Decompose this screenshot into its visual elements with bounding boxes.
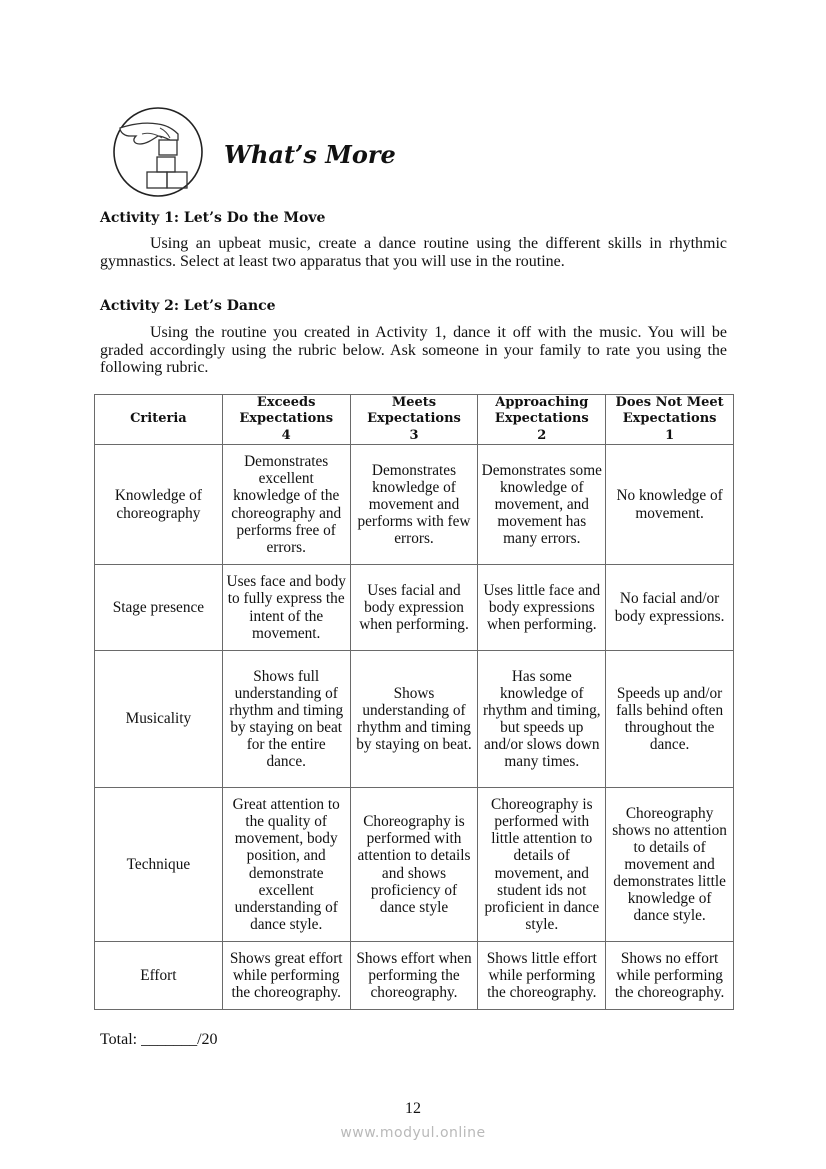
rubric-cell: Great attention to the quality of movement, body position, and demonstrate excellent understanding of dance style. bbox=[222, 788, 350, 942]
rubric-cell: Choreography is performed with little attention to details of movement, and student ids not proficient in dance style. bbox=[478, 788, 606, 942]
rubric-cell: Uses facial and body expression when performing. bbox=[350, 565, 478, 651]
rubric-cell: Choreography is performed with attention to details and shows proficiency of dance style bbox=[350, 788, 478, 942]
rubric-table bbox=[94, 394, 734, 1010]
rubric-row-stage-presence bbox=[95, 565, 734, 651]
criteria-cell: Knowledge of choreography bbox=[95, 445, 223, 565]
criteria-cell: Effort bbox=[95, 942, 223, 1010]
rubric-cell: Choreography shows no attention to details of movement and demonstrates little knowledge of dance style. bbox=[606, 788, 734, 942]
rubric-cell: Demonstrates some knowledge of movement, and movement has many errors. bbox=[478, 445, 606, 565]
activity-2-title: Activity 2: Let’s Dance bbox=[100, 298, 276, 314]
rubric-cell: Has some knowledge of rhythm and timing, but speeds up and/or slows down many times. bbox=[478, 651, 606, 788]
header-criteria bbox=[95, 395, 223, 445]
rubric-cell: Speeds up and/or falls behind often throughout the dance. bbox=[606, 651, 734, 788]
header-score: 3 bbox=[409, 427, 419, 443]
rubric-cell: No facial and/or body expressions. bbox=[606, 565, 734, 651]
rubric-cell: Shows great effort while performing the choreography. bbox=[222, 942, 350, 1010]
header-score: 4 bbox=[281, 427, 291, 443]
header-approaching bbox=[478, 395, 606, 445]
rubric-cell: Shows full understanding of rhythm and timing by staying on beat for the entire dance. bbox=[222, 651, 350, 788]
hand-stacking-blocks-icon bbox=[112, 106, 204, 198]
total-label: Total: bbox=[100, 1031, 138, 1048]
rubric-row-knowledge bbox=[95, 445, 734, 565]
total-score-blank[interactable]: _______ bbox=[141, 1031, 198, 1048]
rubric-row-musicality bbox=[95, 651, 734, 788]
total-score-line bbox=[100, 1031, 218, 1049]
rubric-cell: Shows understanding of rhythm and timing by staying on beat. bbox=[350, 651, 478, 788]
rubric-cell: Shows little effort while performing the choreography. bbox=[478, 942, 606, 1010]
rubric-cell: Demonstrates knowledge of movement and performs with few errors. bbox=[350, 445, 478, 565]
header-label: Criteria bbox=[130, 411, 187, 427]
rubric-cell: No knowledge of movement. bbox=[606, 445, 734, 565]
total-max-score: /20 bbox=[197, 1031, 218, 1048]
activity-1-instructions: Using an upbeat music, create a dance routine using the different skills in rhythmic gymnastics. Select at least two apparatus that you will use in the routine. bbox=[100, 235, 727, 270]
rubric-cell: Demonstrates excellent knowledge of the choreography and performs free of errors. bbox=[222, 445, 350, 565]
header-does-not-meet bbox=[606, 395, 734, 445]
rubric-row-effort bbox=[95, 942, 734, 1010]
header-label: Does Not Meet Expectations bbox=[615, 395, 724, 427]
rubric-cell: Shows no effort while performing the choreography. bbox=[606, 942, 734, 1010]
rubric-cell: Uses little face and body expressions when performing. bbox=[478, 565, 606, 651]
section-title: What’s More bbox=[224, 139, 396, 169]
criteria-cell: Stage presence bbox=[95, 565, 223, 651]
header-label: Meets Expectations bbox=[367, 395, 461, 427]
page-number: 12 bbox=[405, 1100, 421, 1117]
header-exceeds bbox=[222, 395, 350, 445]
header-score: 1 bbox=[665, 427, 675, 443]
criteria-cell: Musicality bbox=[95, 651, 223, 788]
section-header bbox=[112, 106, 396, 198]
activity-2-instructions: Using the routine you created in Activity 1, dance it off with the music. You will be graded accordingly using the rubric below. Ask someone in your family to rate you using the following rubric. bbox=[100, 324, 727, 376]
header-score: 2 bbox=[537, 427, 547, 443]
rubric-header-row bbox=[95, 395, 734, 445]
rubric-cell: Uses face and body to fully express the intent of the movement. bbox=[222, 565, 350, 651]
activity-1-title: Activity 1: Let’s Do the Move bbox=[100, 210, 326, 226]
rubric-row-technique bbox=[95, 788, 734, 942]
watermark: www.modyul.online bbox=[340, 1125, 486, 1141]
criteria-cell: Technique bbox=[95, 788, 223, 942]
header-label: Approaching Expectations bbox=[494, 395, 589, 427]
header-meets bbox=[350, 395, 478, 445]
header-label: Exceeds Expectations bbox=[239, 395, 334, 427]
rubric-cell: Shows effort when performing the choreography. bbox=[350, 942, 478, 1010]
